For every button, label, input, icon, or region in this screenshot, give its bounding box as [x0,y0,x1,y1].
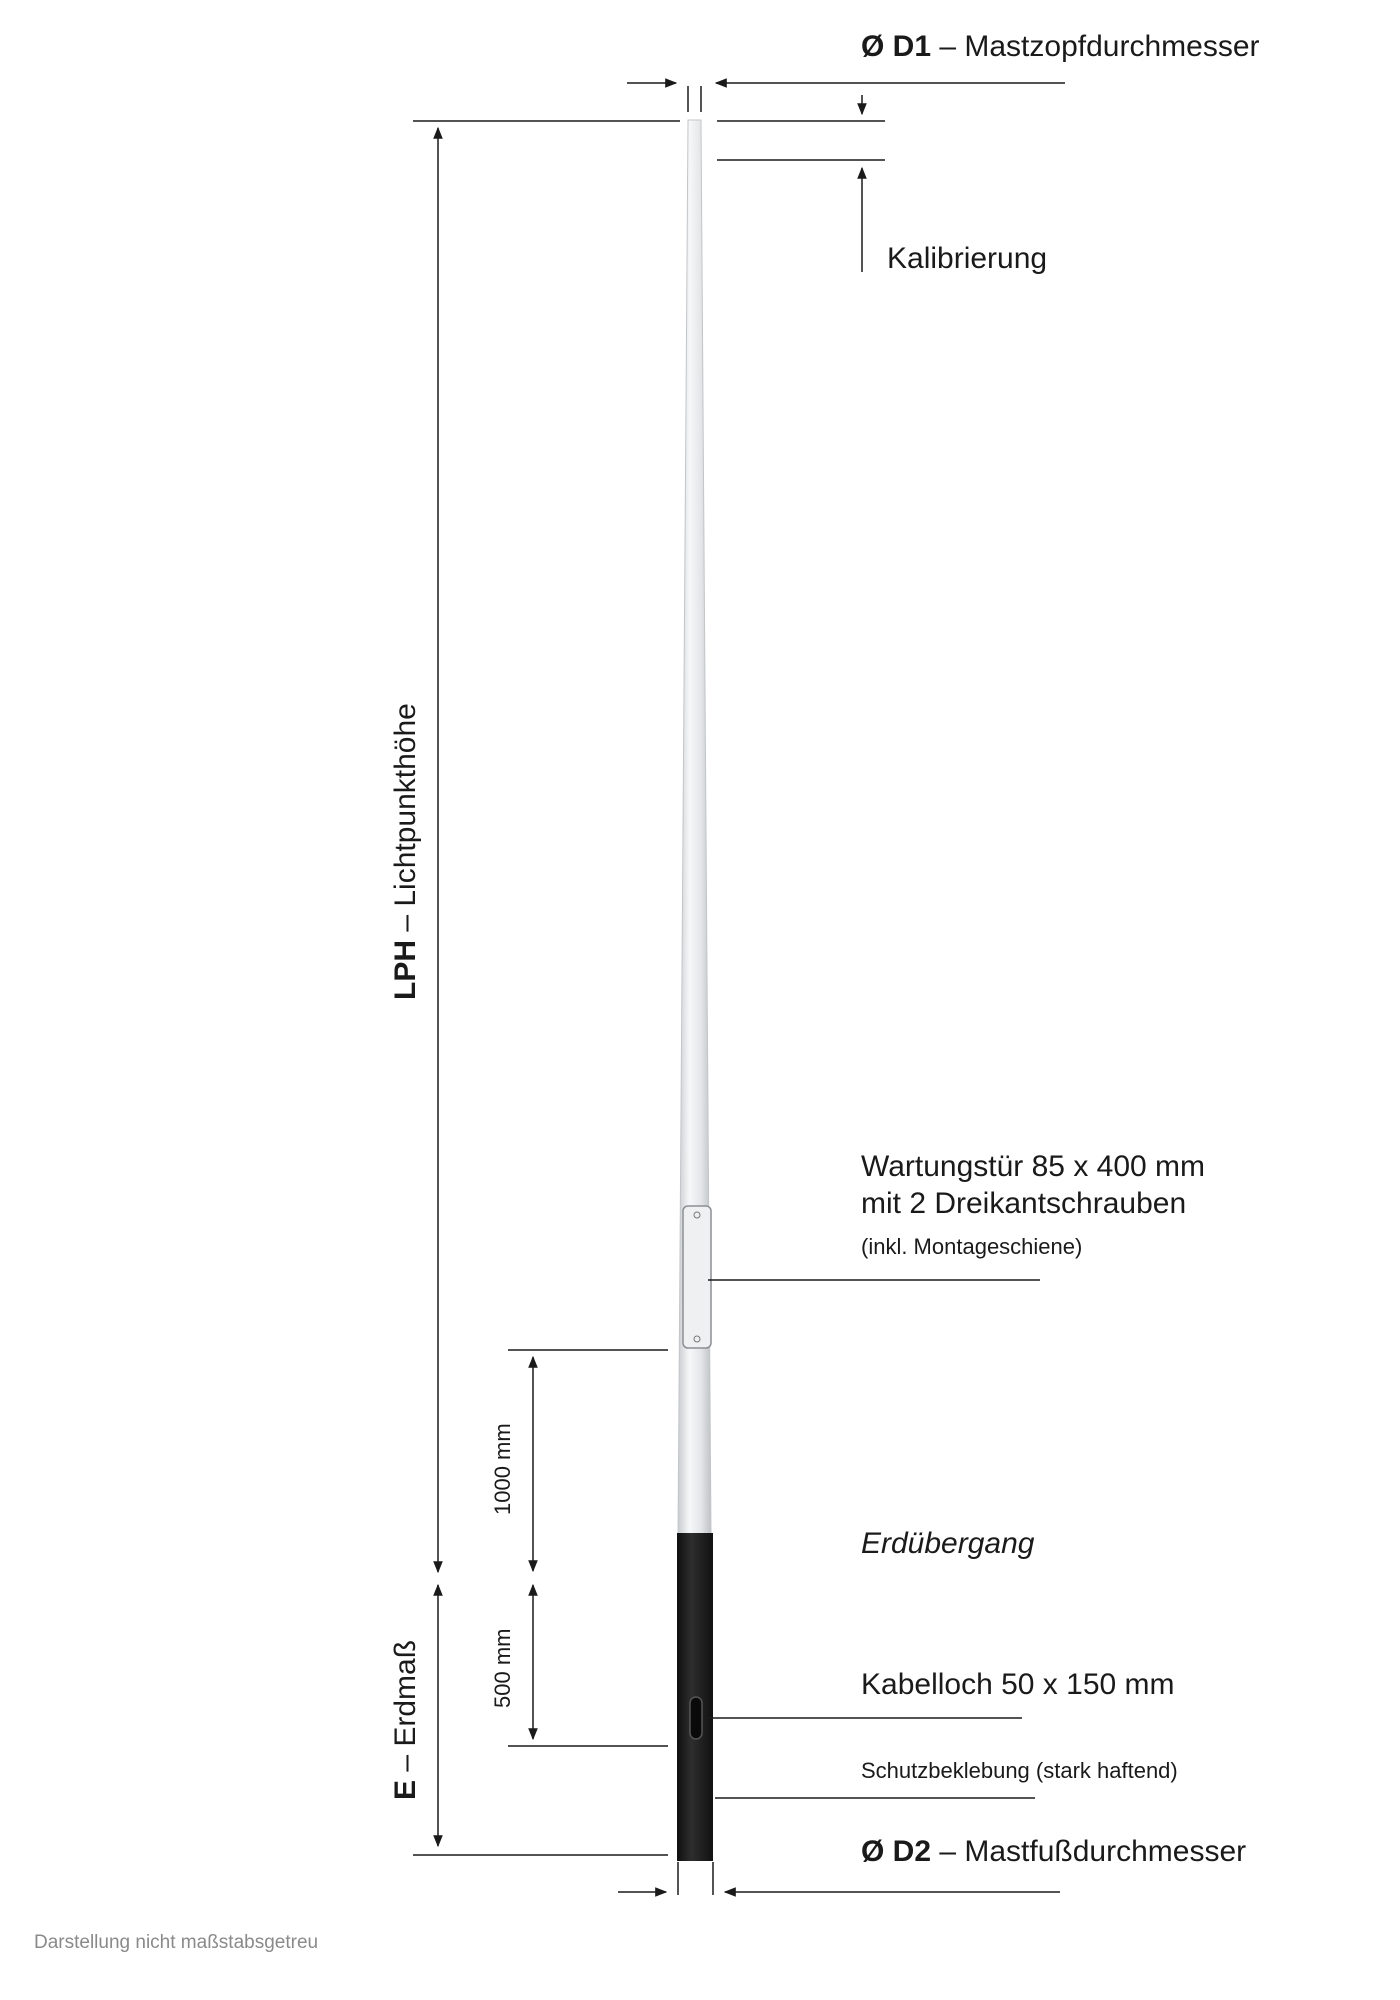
door-label-line1: Wartungstür 85 x 400 mm [861,1150,1206,1183]
door-note: (inkl. Montageschiene) [861,1234,1083,1259]
maintenance-door [683,1206,711,1348]
dim-500-label: 500 mm [490,1628,515,1708]
calibration-label: Kalibrierung [887,242,1048,275]
lph-label: LPH – Lichtpunkthöhe [389,703,422,1000]
door-label-line2: mit 2 Dreikantschrauben [861,1187,1187,1220]
ground-transition-label: Erdübergang [861,1527,1035,1560]
d1-label: Ø D1 – Mastzopfdurchmesser [861,30,1260,63]
cable-hole-label: Kabelloch 50 x 150 mm [861,1668,1175,1701]
cable-hole [690,1697,702,1739]
protection-label: Schutzbeklebung (stark haftend) [861,1758,1178,1783]
footnote: Darstellung nicht maßstabsgetreu [34,1932,319,1953]
e-label: E – Erdmaß [389,1639,422,1800]
dim-1000-label: 1000 mm [490,1423,515,1515]
d2-label: Ø D2 – Mastfußdurchmesser [861,1835,1247,1868]
